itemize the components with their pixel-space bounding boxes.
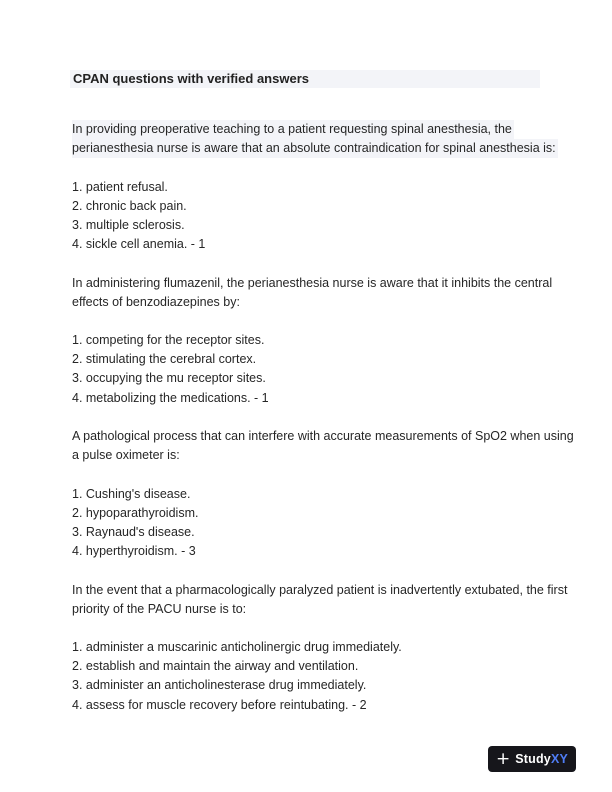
question-stem-line: In the event that a pharmacologically paralyzed patient is inadvertently extubated, the first	[72, 582, 568, 597]
question-block	[72, 274, 552, 408]
brand-name-study: Study	[515, 752, 551, 766]
question-stem-line: A pathological process that can interfere with accurate measurements of SpO2 when using	[72, 429, 574, 443]
document-title: CPAN questions with verified answers	[73, 71, 309, 86]
question-stem-line: In providing preoperative teaching to a patient requesting spinal anesthesia, the	[72, 120, 514, 139]
question-stem-line: effects of benzodiazepines by:	[72, 294, 240, 309]
answer-option: 2. chronic back pain.	[72, 198, 187, 213]
question-stem-line: perianesthesia nurse is aware that an absolute contraindication for spinal anesthesia is:	[72, 139, 558, 158]
answer-option: 2. hypoparathyroidism.	[72, 505, 199, 520]
answer-option: 3. administer an anticholinesterase drug immediately.	[72, 678, 367, 693]
question-block	[72, 120, 556, 254]
question-stem-line: In administering flumazenil, the perianesthesia nurse is aware that it inhibits the central	[72, 275, 553, 290]
answer-option: 1. competing for the receptor sites.	[72, 333, 265, 348]
answer-option: 4. metabolizing the medications. - 1	[72, 390, 269, 405]
question-block	[72, 581, 568, 715]
answer-option: 3. multiple sclerosis.	[72, 217, 185, 232]
answer-option: 3. occupying the mu receptor sites.	[72, 371, 266, 386]
answer-option: 1. patient refusal.	[72, 179, 168, 194]
answer-option: 3. Raynaud's disease.	[72, 524, 195, 539]
answer-option: 2. stimulating the cerebral cortex.	[72, 352, 257, 367]
question-stem-line: priority of the PACU nurse is to:	[72, 601, 247, 616]
plus-icon: +	[495, 748, 511, 769]
question-block	[72, 427, 574, 561]
answer-option: 4. sickle cell anemia. - 1	[72, 237, 206, 252]
brand-name	[515, 752, 568, 766]
answer-option: 1. Cushing's disease.	[72, 486, 191, 501]
answer-option: 1. administer a muscarinic anticholinergic drug immediately.	[72, 640, 402, 655]
answer-option: 2. establish and maintain the airway and ventilation.	[72, 659, 359, 674]
question-stem-line: a pulse oximeter is:	[72, 448, 180, 463]
answer-option: 4. assess for muscle recovery before reintubating. - 2	[72, 697, 367, 712]
answer-option: 4. hyperthyroidism. - 3	[72, 544, 196, 559]
studyxy-logo[interactable]	[488, 746, 576, 772]
brand-name-xy: XY	[550, 752, 569, 766]
document-body	[72, 120, 574, 715]
